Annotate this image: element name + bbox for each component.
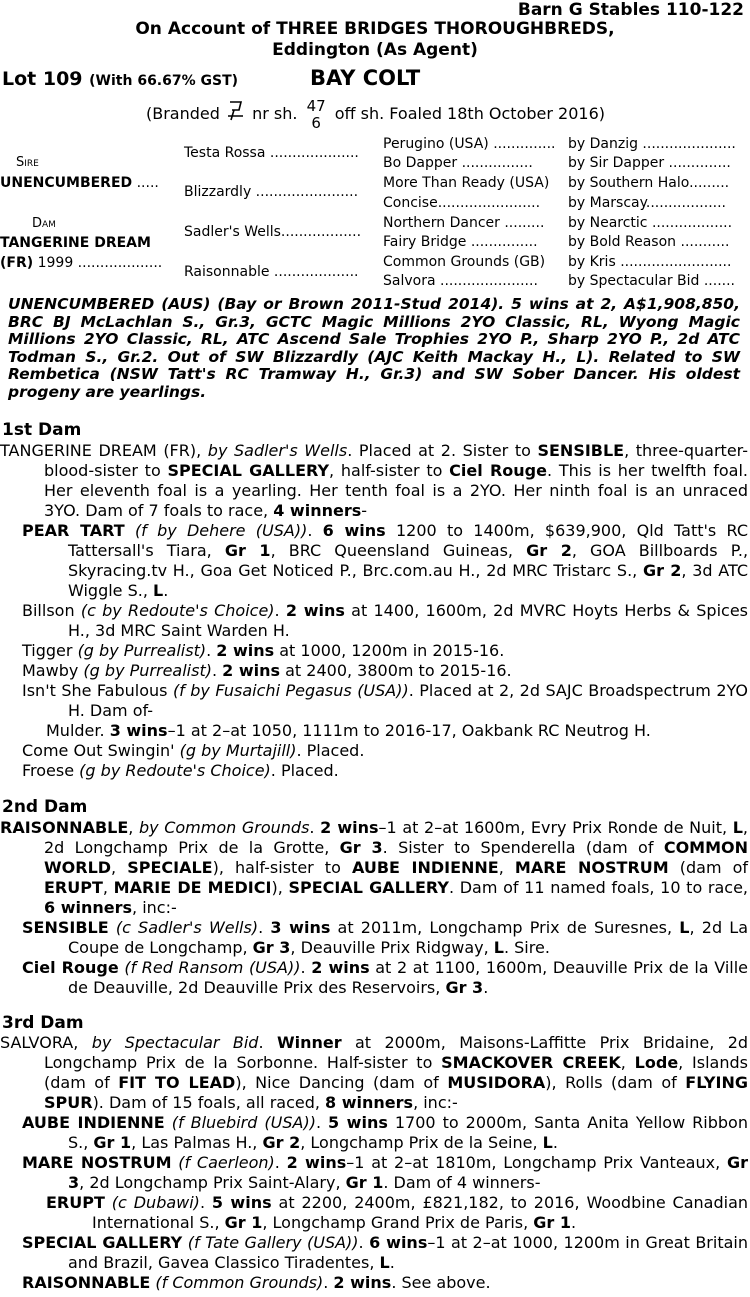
gen4-7: by Kris ......................... (568, 254, 732, 270)
gen4-5: by Nearctic .................. (568, 215, 733, 231)
progeny-special-gallery: SPECIAL GALLERY (f Tate Gallery (USA)). 6 wins–1 at 2–at 1000, 1200m in Great Britain and Brazil, Gavea Classico Tiradentes, L. (22, 1233, 748, 1272)
gst-note: (With 66.67% GST) (89, 73, 239, 89)
progeny-sensible: SENSIBLE (c Sadler's Wells). 3 wins at 2011m, Longchamp Prix de Suresnes, L, 2d La Coupe de Longchamp, Gr 3, Deauville Prix Ridgway, L. Sire. (22, 918, 749, 957)
progeny-mawby: Mawby (g by Purrealist). 2 wins at 2400, 3800m to 2015-16. (22, 661, 512, 680)
brand-num-bottom: 6 (311, 114, 321, 132)
progeny-froese: Froese (g by Redoute's Choice). Placed. (22, 761, 339, 780)
gen4-2: by Sir Dapper .............. (568, 155, 731, 171)
dam-label: Dam (32, 216, 56, 231)
lot-label: Lot 109 (2, 68, 83, 90)
dam-suffix: (FR) (0, 255, 34, 271)
sire-dots: ..... (136, 175, 159, 191)
vendor-account (0, 19, 750, 61)
gen4-3: by Southern Halo......... (568, 175, 730, 191)
lot-number (2, 68, 238, 90)
branded-post: off sh. Foaled 18th October 2016) (334, 104, 605, 123)
gen3-6: Fairy Bridge ............... (383, 234, 538, 250)
gen2-4: Raisonnable ................... (184, 264, 359, 280)
progeny-come-out-swingin: Come Out Swingin' (g by Murtajill). Placed. (22, 741, 365, 760)
gen4-6: by Bold Reason ........... (568, 234, 730, 250)
sire-summary: UNENCUMBERED (AUS) (Bay or Brown 2011-Stud 2014). 5 wins at 2, A$1,908,850, BRC BJ McLachlan S., Gr.3, GCTC Magic Millions 2YO Classic, RL, Wyong Magic Millions 2YO Classic, RL, ATC Ascend Sale Trophies 2YO P., Sharp 2YO P., 2d ATC Todman S., Gr.2. Out of SW Blizzardly (AJC Keith Mackay H., L). Related to SW Rembetica (NSW Tatt's RC Tramway H., Gr.3) and SW Sober Dancer. His oldest progeny are yearlings. (8, 295, 740, 401)
brand-mark-icon (225, 99, 247, 123)
branded-pre: (Branded (146, 104, 220, 123)
second-dam-heading: 2nd Dam (2, 797, 88, 817)
account-line-1: On Account of THREE BRIDGES THOROUGHBREDS, (135, 19, 615, 39)
gen2-2: Blizzardly ....................... (184, 184, 359, 200)
progeny-mare-nostrum: MARE NOSTRUM (f Caerleon). 2 wins–1 at 2–at 1810m, Longchamp Prix Vanteaux, Gr 3, 2d Longchamp Prix Saint-Alary, Gr 1. Dam of 4 winners- (22, 1153, 748, 1192)
first-dam-heading: 1st Dam (2, 420, 82, 440)
dam-name: TANGERINE DREAM (0, 235, 151, 251)
progeny-isnt-she-fabulous: Isn't She Fabulous (f by Fusaichi Pegasus (USA)). Placed at 2, 2d SAJC Broadspectrum 2YO H. Dam of- (22, 681, 749, 720)
gen3-1: Perugino (USA) .............. (383, 136, 556, 152)
gen4-4: by Marscay.................. (568, 195, 726, 211)
third-dam-section (0, 1033, 748, 1293)
gen3-4: Concise....................... (383, 195, 541, 211)
gen4-8: by Spectacular Bid ....... (568, 273, 736, 289)
dam-year: 1999 ................... (37, 255, 163, 271)
progeny-tigger: Tigger (g by Purrealist). 2 wins at 1000, 1200m in 2015-16. (22, 641, 505, 660)
gen3-8: Salvora ...................... (383, 273, 538, 289)
gen4-1: by Danzig ..................... (568, 136, 736, 152)
gen2-1: Testa Rossa .................... (184, 145, 359, 161)
progeny-billson: Billson (c by Redoute's Choice). 2 wins at 1400, 1600m, 2d MVRC Hoyts Herbs & Spices H., 3d MRC Saint Warden H. (22, 601, 749, 640)
third-dam-intro: SALVORA, by Spectacular Bid. Winner at 2000m, Maisons-Laffitte Prix Bridaine, 2d Longchamp Prix de la Sorbonne. Half-sister to SMACKOVER CREEK, Lode, Islands (dam of FIT TO LEAD), Nice Dancing (dam of MUSIDORA), Rolls (dam of FLYING SPUR). Dam of 15 foals, all raced, 8 winners, inc:- (0, 1033, 749, 1112)
gen2-3: Sadler's Wells.................. (184, 224, 362, 240)
gen3-7: Common Grounds (GB) (383, 254, 546, 270)
branded-mid: nr sh. (252, 104, 298, 123)
account-line-2: Eddington (As Agent) (272, 40, 478, 60)
sire-row (0, 175, 159, 191)
sire-label: Sire (16, 155, 39, 170)
progeny-aube-indienne: AUBE INDIENNE (f Bluebird (USA)). 5 wins 1700 to 2000m, Santa Anita Yellow Ribbon S., Gr 1, Las Palmas H., Gr 2, Longchamp Prix de la Seine, L. (22, 1113, 748, 1152)
branding-line (146, 98, 605, 132)
first-dam-intro: TANGERINE DREAM (FR), by Sadler's Wells. Placed at 2. Sister to SENSIBLE, three-quarter-blood-sister to SPECIAL GALLERY, half-sister to Ciel Rouge. This is her twelfth foal. Her eleventh foal is a yearling. Her tenth foal is a 2YO. Her ninth foal is an unraced 3YO. Dam of 7 foals to race, 4 winners- (0, 441, 749, 520)
dam-year-row (0, 255, 162, 271)
progeny-raisonnable: RAISONNABLE (f Common Grounds). 2 wins. See above. (22, 1273, 491, 1292)
progeny-mulder: Mulder. 3 wins–1 at 2–at 1050, 1111m to 2016-17, Oakbank RC Neutrog H. (46, 721, 651, 740)
progeny-ciel-rouge: Ciel Rouge (f Red Ransom (USA)). 2 wins at 2 at 1100, 1600m, Deauville Prix de la Ville de Deauville, 2d Deauville Prix des Reservoirs, Gr 3. (22, 958, 749, 997)
progeny-erupt: ERUPT (c Dubawi). 5 wins at 2200, 2400m, £821,182, to 2016, Woodbine Canadian International S., Gr 1, Longchamp Grand Prix de Paris, Gr 1. (46, 1193, 749, 1232)
progeny-pear-tart: PEAR TART (f by Dehere (USA)). 6 wins 1200 to 1400m, $639,900, Qld Tatt's RC Tattersall's Tiara, Gr 1, BRC Queensland Guineas, Gr 2, GOA Billboards P., Skyracing.tv H., Goa Get Noticed P., Brc.com.au H., 2d MRC Tristarc S., Gr 2, 3d ATC Wiggle S., L. (22, 521, 749, 600)
second-dam-intro: RAISONNABLE, by Common Grounds. 2 wins–1 at 2–at 1600m, Evry Prix Ronde de Nuit, L, 2d Longchamp Prix de la Grotte, Gr 3. Sister to Spenderella (dam of COMMON WORLD, SPECIALE), half-sister to AUBE INDIENNE, MARE NOSTRUM (dam of ERUPT, MARIE DE MEDICI), SPECIAL GALLERY. Dam of 11 named foals, 10 to race, 6 winners, inc:- (0, 818, 749, 917)
brand-num-top: 47 (306, 97, 326, 115)
gen3-3: More Than Ready (USA) (383, 175, 550, 191)
first-dam-section (0, 441, 748, 781)
gen3-5: Northern Dancer ......... (383, 215, 545, 231)
third-dam-heading: 3rd Dam (2, 1013, 84, 1033)
brand-number (307, 98, 326, 132)
barn-location: Barn G Stables 110-122 (517, 0, 744, 20)
second-dam-section (0, 818, 748, 998)
lot-title: BAY COLT (310, 66, 421, 90)
gen3-2: Bo Dapper ................ (383, 155, 533, 171)
sire-name: UNENCUMBERED (0, 175, 133, 191)
